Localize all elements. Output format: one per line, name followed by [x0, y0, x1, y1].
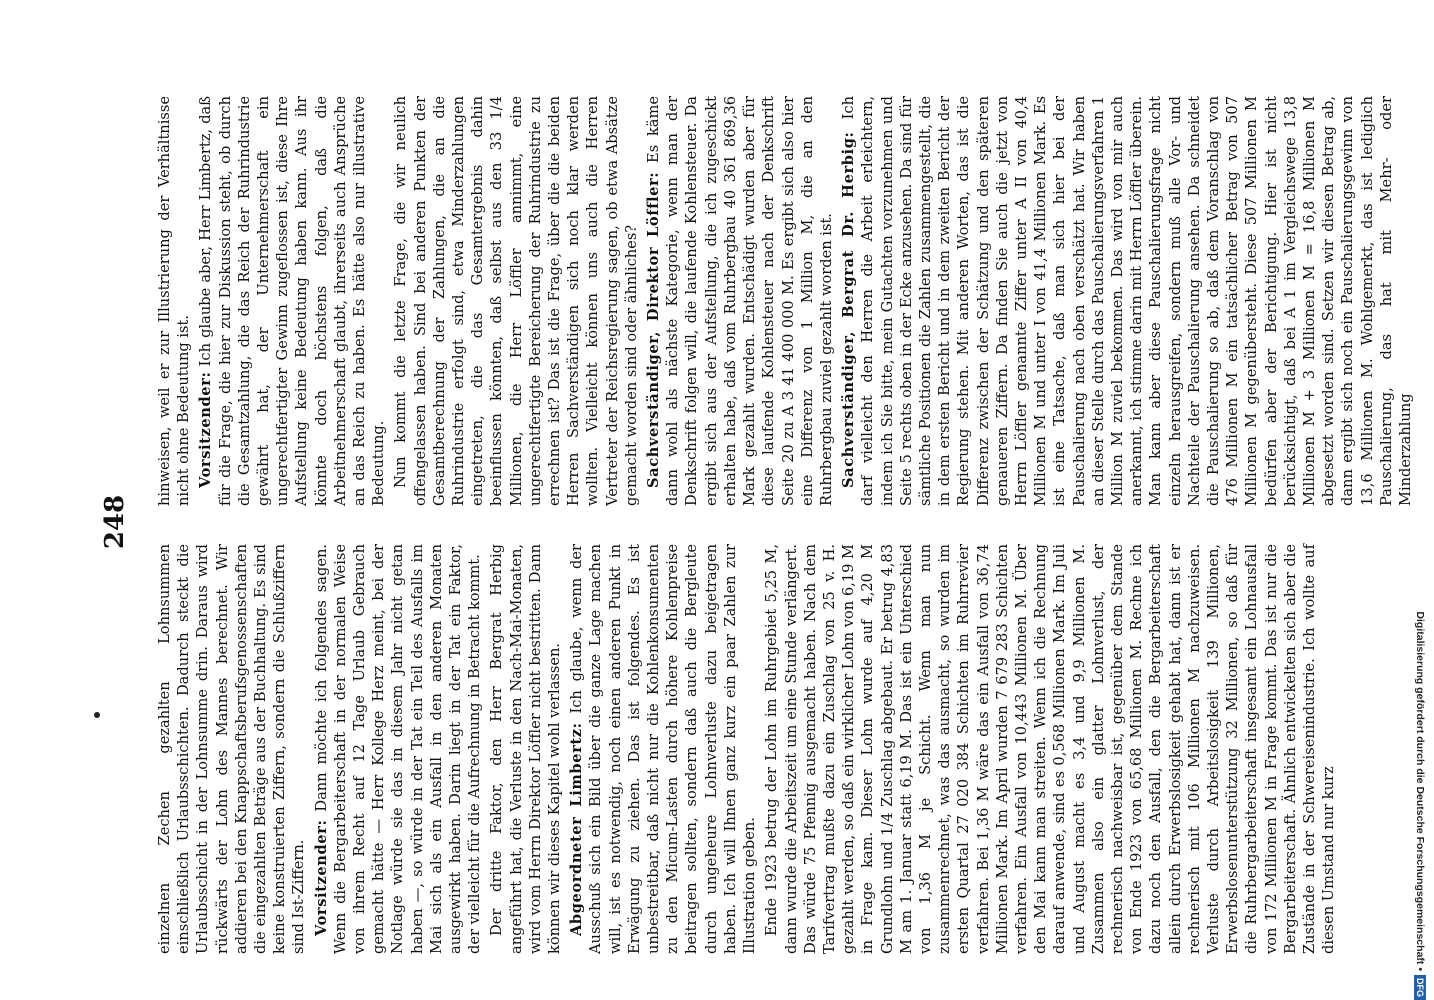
- digitization-footer: [1412, 12, 1428, 1000]
- paragraph: [391, 96, 641, 506]
- paragraph-text: Ende 1923 betrug der Lohn im Ruhrgebiet 5,25 M, dann wurde die Arbeitszeit um eine Stunde verlängert. Das würde 75 Pfennig ausgemacht haben. Nach dem Tarifvertrag mußte dazu ein Zuschlag von 25 v. H. gezahlt werden, so daß ein wirklicher Lohn von 6,19 M in Frage kam. Dieser Lohn wurde auf 4,20 M Grundlohn und 1/4 Zuschlag abgebaut. Er betrug 4,83 M am 1. Januar statt 6,19 M. Das ist ein Unterschied von 1,36 M je Schicht. Wenn man nun zusammenrechnet, was das ausmacht, so wurden im ersten Quartal 27 020 384 Schichten im Ruhrrevier verfahren. Bei 1,36 M wäre das ein Ausfall von 36,74 Millionen Mark. Im April wurden 7 679 283 Schichten verfahren. Ein Ausfall von 10,443 Millionen M. Über den Mai kann man streiten. Wenn ich die Rechnung darauf anwende, sind es 0,568 Millionen Mark. Im Juli und August macht es 3,4 und 9,9 Millionen M. Zusammen also ein glatter Lohnverlust, der rechnerisch nachweisbar ist, gegenüber dem Stande von Ende 1923 von 65,68 Millionen M. Rechne ich dazu noch den Ausfall, den die Bergarbeiterschaft allein durch Erwerbslosigkeit gehabt hat, dann ist er rechnerisch mit 106 Millionen M nachzuweisen. Verluste durch Arbeitslosigkeit 139 Millionen, Erwerbslosenunterstützung 32 Millionen, so daß für die Ruhrbergarbeiterschaft insgesamt ein Lohnausfall von 172 Millionen M in Frage kommt. Das ist nur die Bergarbeiterschaft. Ähnlich entwickelten sich aber die Zustände in der Schwereisenindustrie. Ich wollte auf diesen Umstand nur kurz: [763, 544, 1338, 954]
- speaker-name: Sachverständiger, Bergrat Dr. Herbig:: [840, 131, 858, 488]
- paragraph-text: Ich darf vielleicht den Herren die Arbeit erleichtern, indem ich Sie bitte, mein Gutachten vorzunehmen und Seite 5 rechts oben in der Ecke anzusehen. Da sind für sämtliche Positionen die Zahlen zusammengestellt, die in dem ersten Bericht und in dem zweiten Bericht der Regierung stehen. Mit anderen Worten, das ist die Differenz zwischen der Schätzung und den späteren genaueren Ziffern. Da finden Sie auch die jetzt von Herrn Löffler genannte Ziffer unter A II von 40,4 Millionen M und unter I von 41,4 Millionen Mark. Es ist eine Tatsache, daß man sich hier bei der Pauschalierung nach oben verschätzt hat. Wir haben an dieser Stelle durch das Pauschalierungsverfahren 1 Million M zuviel bekommen. Das wird von mir auch anerkannt, ich stimme darin mit Herrn Löffler überein. Man kann aber diese Pauschalierungsfrage nicht einzeln herausgreifen, sondern muß alle Vor- und Nachteile der Pauschalierung ansehen. Da schneidet die Pauschalierung so ab, daß dem Voranschlag von 476 Millionen M ein tatsächlicher Betrag von 507 Millionen M gegenübersteht. Diese 507 Millionen M bedürfen aber der Berichtigung. Hier ist nicht berücksichtigt, daß bei A 1 im Vergleichswege 13,8 Millionen M + 3 Millionen M = 16,8 Millionen M abgesetzt worden sind. Setzen wir diesen Betrag ab, dann ergibt sich noch ein Pauschalierungsgewinn von 13,6 Millionen M. Wohlgemerkt, das ist lediglich Pauschalierung, das hat mit Mehr- oder Minderzahlung: [840, 96, 1414, 506]
- paragraph-text: hinweisen, weil er zur Illustrierung der Verhältnisse nicht ohne Bedeutung ist.: [156, 96, 193, 506]
- paragraph: [155, 544, 309, 954]
- paragraph-text: einzelnen Zechen gezahlten Lohnsummen einschließlich Urlaubsschichten. Dadurch steckt die Urlaubsschicht in der Lohnsumme drin. Daraus wird rückwärts der Lohn des Mannes berechnet. Wir addieren bei den Knappschaftsberufsgenossenschaften die eingezahlten Beträge aus der Buchhaltung. Es sind keine konstruierten Ziffern, sondern die Schlußziffern sind Ist-Ziffern.: [156, 544, 308, 954]
- paragraph: [196, 96, 388, 506]
- paragraph: [839, 96, 1415, 506]
- footer-text: Digitalisierung gefördert durch die Deutsche Forschungsgemeinschaft •: [1414, 611, 1426, 971]
- speaker-name: Vorsitzender:: [197, 371, 215, 488]
- paragraph-text: Dann möchte ich folgendes sagen. Wenn die Bergarbeiterschaft in der normalen Weise von ihrem Recht auf 12 Tage Urlaub Gebrauch gemacht hätte — Herr Kollege Herz meint, bei der Notlage würde sie das in diesem Jahr nicht getan haben —, so würde in der Tat ein Teil des Ausfalls im Mai sich als ein Ausfall in den anderen Monaten ausgewirkt haben. Darin liegt in der Tat ein Faktor, der vielleicht für die Aufrechnung in Betracht kommt.: [312, 544, 484, 954]
- paragraph-text: Nun kommt die letzte Frage, die wir neulich offengelassen haben. Sind bei anderen Punkten der Gesamtberechnung der Zahlungen, die an die Ruhrindustrie erfolgt sind, etwa Minderzahlungen eingetreten, die das Gesamtergebnis dahin beeinflussen könnten, daß selbst aus den 33 1/4 Millionen, die Herr Löffler annimmt, eine ungerechtfertigte Bereicherung der Ruhrindustrie zu errechnen ist? Das ist die Frage, über die die beiden Herren Sachverständigen sich noch klar werden wollten. Vielleicht können uns auch die Herren Vertreter der Reichsregierung sagen, ob etwa Absätze gemacht worden sind oder ähnliches?: [392, 96, 640, 506]
- speaker-name: Vorsitzender:: [312, 819, 330, 936]
- dfg-logo: DFG: [1414, 975, 1426, 1000]
- rotated-page-content: [100, 82, 1414, 962]
- paragraph: [155, 96, 193, 506]
- scan-dot-mark: [94, 712, 100, 718]
- speaker-name: Abgeordneter Limbertz:: [568, 722, 586, 936]
- paragraph: [644, 96, 836, 506]
- paragraph: [487, 544, 564, 954]
- right-column: [155, 96, 1418, 506]
- page-number: 248: [100, 494, 130, 550]
- paragraph: [762, 544, 1338, 954]
- left-column: [155, 544, 1341, 954]
- speaker-name: Sachverständiger, Direktor Löffler:: [645, 171, 663, 488]
- paragraph-text: Ich glaube aber, Herr Limbertz, daß für die Frage, die hier zur Diskussion steht, ob durch die Gesamtzahlung, die das Reich der Ruhrindustrie gewährt hat, der Unternehmerschaft ein ungerechtfertigter Gewinn zugeflossen ist, diese Ihre Aufstellung keine Bedeutung haben kann. Aus ihr könnte doch höchstens folgen, daß die Arbeitnehmerschaft glaubt, ihrerseits auch Ansprüche an das Reich zu haben. Es hätte also nur illustrative Bedeutung.: [197, 95, 388, 506]
- paragraph-text: Ich glaube, wenn der Ausschuß sich ein Bild über die ganze Lage machen will, ist es notwendig, noch einen anderen Punkt in Erwägung zu ziehen. Das ist folgendes. Es ist unbestreitbar, daß nicht nur die Kohlenkonsumenten zu den Micum-Lasten durch höhere Kohlenpreise beitragen sollten, sondern daß auch die Bergleute durch ungeheure Lohnverluste dazu beigetragen haben. Ich will Ihnen ganz kurz ein paar Zahlen zur Illustration geben.: [568, 543, 759, 954]
- paragraph-text: Der dritte Faktor, den Herr Bergrat Herbig angeführt hat, die Verluste in den Nach-Mai-Monaten, wird vom Herrn Direktor Löffler nicht bestritten. Dann können wir dieses Kapitel wohl verlassen.: [488, 544, 564, 954]
- paragraph: [567, 544, 759, 954]
- paragraph-text: Es käme dann wohl als nächste Kategorie, wenn man der Denkschrift folgen will, die laufende Kohlensteuer. Da ergibt sich aus der Aufstellung, die ich zugeschickt erhalten habe, daß vom Ruhrbergbau 40 361 869,36 Mark gezahlt wurden. Entschädigt wurden aber für diese laufende Kohlensteuer nach der Denkschrift Seite 20 zu A 3 41 400 000 M. Es ergibt sich also hier eine Differenz von 1 Million M, die an den Ruhrbergbau zuviel gezahlt worden ist.: [645, 96, 835, 506]
- paragraph: [312, 544, 485, 954]
